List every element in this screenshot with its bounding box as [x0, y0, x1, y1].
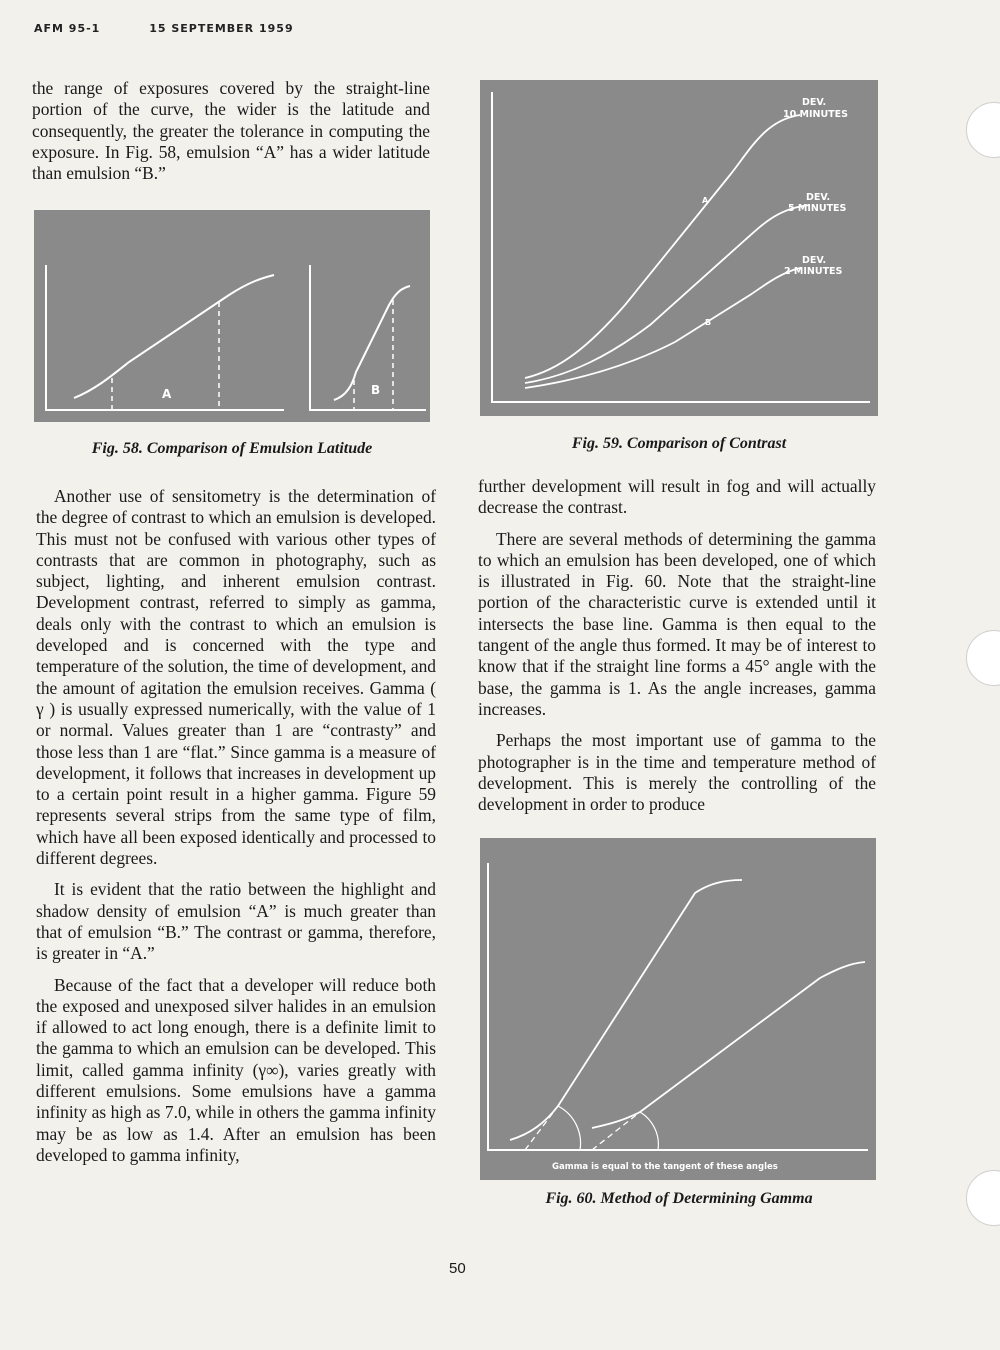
figure-59-caption: Fig. 59. Comparison of Contrast	[571, 435, 787, 452]
document-date: 15 SEPTEMBER 1959	[149, 22, 294, 35]
figure-58	[34, 210, 430, 422]
figure-58-label-b: B	[371, 383, 381, 397]
figure-58-graphic	[34, 210, 430, 422]
paragraph: Another use of sensitometry is the determination of the degree of contrast to which an emulsion is developed. This must not be confused with various other types of contrasts that are common in photography, such as subject, lighting, and inherent emulsion contrast. Development contrast, referred to simply as gamma, deals only with the contrast to which an emulsion is developed and is concerned with the type and temperature of the solution, the time of development, and the amount of agitation the emulsion receives. Gamma ( γ ) is usually expressed numerically, with the value of 1 or normal. Values greater than 1 are “contrasty” and those less than 1 are “flat.” Since gamma is a measure of development, it follows that increases in development up to a certain point result in a higher gamma. Figure 59 represents several strips from the same type of film, which have all been exposed identically and processed to different degrees.	[36, 486, 436, 869]
binder-hole	[966, 102, 1000, 158]
paragraph: It is evident that the ratio between the highlight and shadow density of emulsion “A” is much greater than that of emulsion “B.” The contrast or gamma, therefore, is greater in “A.”	[36, 879, 436, 964]
paragraph: further development will result in fog and will actually decrease the contrast.	[478, 476, 876, 518]
figure-59-label-a: A	[702, 196, 709, 205]
dev2-label-line2: 2 MINUTES	[784, 266, 843, 277]
dev10-label-line1: DEV.	[802, 97, 827, 108]
page-number: 50	[449, 1260, 466, 1277]
dev2-label-line1: DEV.	[802, 255, 827, 266]
figure-59	[480, 80, 878, 416]
figure-59-graphic	[480, 80, 878, 416]
dev5-label-line1: DEV.	[806, 192, 831, 203]
figure-59-label-b: B	[705, 318, 712, 327]
paragraph: There are several methods of determining the gamma to which an emulsion has been developed, one of which is illustrated in Fig. 60. Note that the straight-line portion of the characteristic curve is extended until it intersects the base line. Gamma is then equal to the tangent of the angle thus formed. It may be of interest to know that if the straight line forms a 45° angle with the base, the gamma is 1. As the angle increases, gamma increases.	[478, 528, 876, 719]
binder-hole	[966, 630, 1000, 686]
paragraph: the range of exposures covered by the straight-line portion of the curve, the wider is the latitude and consequently, the greater the tolerance in computing the exposure. In Fig. 58, emulsion “A” has a wider latitude than emulsion “B.”	[32, 78, 430, 184]
figure-60-note: Gamma is equal to the tangent of these angles	[552, 1162, 778, 1172]
binder-hole	[966, 1170, 1000, 1226]
figure-58-caption: Fig. 58. Comparison of Emulsion Latitude	[91, 440, 373, 457]
page-header	[34, 22, 338, 35]
figure-60-graphic	[480, 838, 876, 1180]
document-number: AFM 95-1	[34, 22, 101, 35]
paragraph: Because of the fact that a developer will reduce both the exposed and unexposed silver halides in an emulsion if allowed to act long enough, there is a definite limit to the gamma to which an emulsion can be developed. This limit, called gamma infinity (γ∞), varies greatly with different emulsions. Some emulsions have a gamma infinity as high as 7.0, while in others the gamma infinity may be as low as 1.4. After an emulsion has been developed to gamma infinity,	[36, 974, 436, 1165]
left-column-body	[36, 486, 436, 1176]
dev10-label-line2: 10 MINUTES	[783, 109, 848, 120]
left-column-top	[32, 78, 430, 194]
dev5-label-line2: 5 MINUTES	[788, 203, 847, 214]
paragraph: Perhaps the most important use of gamma to the photographer is in the time and temperature method of development. This is merely the controlling of the development in order to produce	[478, 730, 876, 815]
figure-60-caption: Fig. 60. Method of Determining Gamma	[545, 1190, 813, 1207]
figure-60	[480, 838, 876, 1180]
figure-58-label-a: A	[162, 387, 172, 401]
right-column-body	[478, 476, 876, 825]
